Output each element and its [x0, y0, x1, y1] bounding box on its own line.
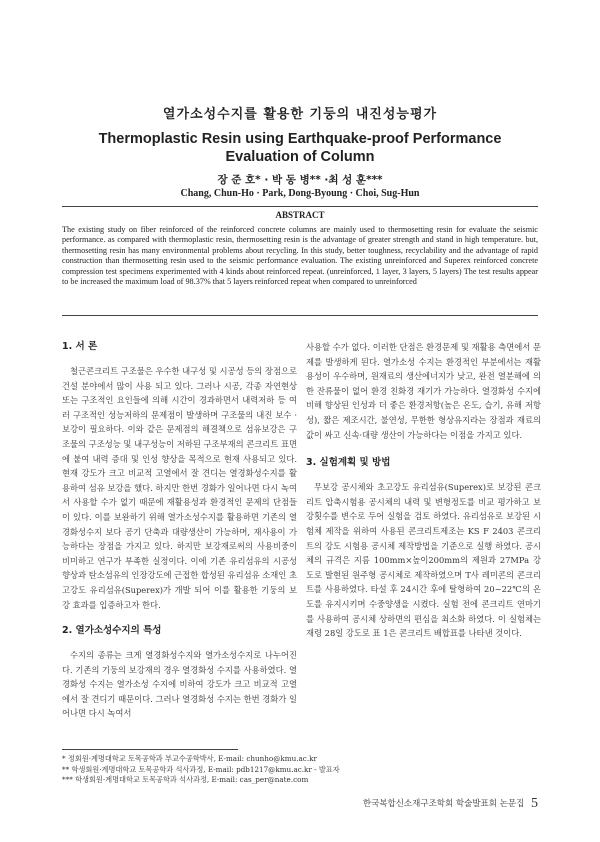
footnote-author-1: * 정회원·계명대학교 토목공학과 부교수공학박사, E-mail: chunho@kmu.ac.kr — [62, 754, 317, 763]
abstract-text: The existing study on fiber reinforced of the reinforced concrete columns are mainly used to thermosetting resin for evaluate the seismic performance. as compared with thermoplastic resin, thermosetting resin is the advantage of greater strength and stand in high temperature. but, thermosetting resin has many environmental problems about recycling. In this study, better toughness, recyclability and the advantage of rapid construction than thermosetting resin used to the seismic performance evaluation. The existing unreinforced and Superex reinforced concrete compression test specimens experimented with 4 kinds about reinforced repeat. (unreinforced, 1 layer, 3 layers, 5 layers) The test results appear to be increased the maximum load of 98.37% that 5 layers reinforced repeat when compared to unreinforced — [62, 225, 538, 287]
paper-title-korean: 열가소성수지를 활용한 기둥의 내진성능평가 — [162, 107, 438, 122]
page-number: 5 — [531, 796, 538, 811]
section-heading-experiment: 3. 실험계획 및 방법 — [306, 457, 391, 469]
footnote-author-2: ** 학생회원·계명대학교 토목공학과 석사과정, E-mail: pdb1217@kmu.ac.kr - 발표자 — [62, 764, 340, 774]
authors-english: Chang, Chun-Ho · Park, Dong-Byoung · Choi, Sug-Hun — [180, 188, 420, 199]
page-footer — [363, 796, 538, 812]
right-column — [306, 340, 541, 641]
journal-name: 한국복합신소재구조학회 학술발표회 논문집 — [362, 799, 525, 809]
thermoplastic-text: 수지의 종류는 크게 열경화성수지와 열가소성수지로 나누어진다. 기존의 기둥의 보강재의 경우 열경화성 수지를 사용하였다. 열경화성 수지는 열가소성 수지에 비하여 강도가 크고 비교적 고열에서 잘 견디기 때문이다. 그러나 열경화성 수지는 한번 경화가 일어나면 다시 녹여서 — [62, 650, 297, 719]
abstract-top-rule — [62, 206, 538, 207]
abstract-bottom-rule — [62, 315, 538, 316]
introduction-text: 철근콘크리트 구조물은 우수한 내구성 및 시공성 등의 장점으로 건설 분야에서 많이 사용 되고 있다. 그러나 시공, 각종 자연현상 또는 구조적인 요인들에 의해 시간이 경과하면서 내력저하 등 여러 구조적인 성능저하의 문제점이 발생하며 구조물의 내진 보수 · 보강이 필요하다. 이와 같은 문제점의 해결책으로 섬유보강은 구조물의 구조성능 및 내구성능이 저하된 구조부재의 콘크리트 표면에 붙여 내력 증대 및 인성 향상을 목적으로 현재 사용되고 있다. 현재 강도가 크고 비교적 고열에서 잘 견디는 열경화성수지를 활용하여 섬유 보강을 했다. 하지만 한번 경화가 일어나면 다시 녹여서 사용할 수가 없기 때문에 재활용성과 환경적인 문제의 단점들이 있다. 이를 보완하기 위해 열가소성수지를 활용하면 기존의 열경화성수지 보다 공기 단축과 대량생산이 가능하며, 재사용이 가능하다는 장점을 가지고 있다. 하지만 보강재로써의 사용비중이 비미하고 연구가 부족한 실정이다. 이에 기존 유리섬유의 시공성 향상과 탄소섬유의 인장강도에 근접한 합성된 유리섬유 소재인 초고강도 유리섬유(Superex)가 개발 되어 이를 활용한 기둥의 보강 효과를 입증하고자 한다. — [62, 366, 297, 610]
section-heading-introduction: 1. 서 론 — [62, 341, 98, 352]
paper-title-english-line2: Evaluation of Column — [225, 149, 375, 165]
footnote-rule — [62, 749, 238, 750]
abstract-heading: ABSTRACT — [275, 210, 325, 220]
section-heading-thermoplastic: 2. 열가소성수지의 특성 — [62, 625, 162, 637]
paper-title-english — [0, 130, 600, 166]
authors-korean: 장 준 호* · 박 동 병** ·최 성 훈*** — [217, 174, 383, 186]
footnote-author-3: *** 학생회원·계명대학교 토목공학과 석사과정, E-mail: cas_per@nate.com — [62, 775, 309, 784]
paper-title-english-line1: Thermoplastic Resin using Earthquake-proof Performance — [98, 131, 502, 147]
left-column — [62, 340, 297, 721]
experiment-text: 무보강 공시체와 초고강도 유리섬유(Superex)로 보강된 콘크리트 압축시험용 공시체의 내력 및 변형정도를 비교 평가하고 보강횟수를 변수로 두어 실험을 검토 하였다. 유리섬유로 보강된 시험체 제작을 위하여 사용된 콘크리트제조는 KS F 2403 콘크리트의 강도 시험용 공시체 제작방법을 기준으로 실행 하였다. 공시체의 규격은 지름 100mm×높이200mm의 제원과 27MPa 강도로 발현된 원주형 공시체로 제작하였으며 T사 레미콘의 콘크리트를 사용하였다. 타설 후 24시간 후에 탈형하여 20~22℃의 온도를 유지시키며 수중양생을 시켰다. 실험 전에 콘크리트 연마기를 사용하여 공시체 상하면의 편심을 최소화 하였다. 이 실험체는 재령 28일 강도로 표 1은 콘크리트 배합표를 나타낸 것이다. — [306, 482, 541, 639]
footnotes — [62, 754, 482, 786]
thermoplastic-text-continued: 사용할 수가 없다. 이러한 단점은 환경문제 및 재활용 측면에서 문제를 발생하게 된다. 열가소성 수지는 환경적인 부분에서는 재활용성이 우수하며, 원재료의 생산에너지가 낮고, 완전 열분해에 의한 잔류물이 없어 환경 친화경 재기가 가능하다. 열경화성 수지에 비해 향상된 인성과 더 좋은 환경저항(높은 온도, 습기, 유해 저항성), 짧은 제조시간, 불연성, 무한한 형상유지라는 장점과 재료의 값이 싸고 신속·대량 생산이 가능하다는 이점을 가지고 있다. — [306, 342, 541, 440]
